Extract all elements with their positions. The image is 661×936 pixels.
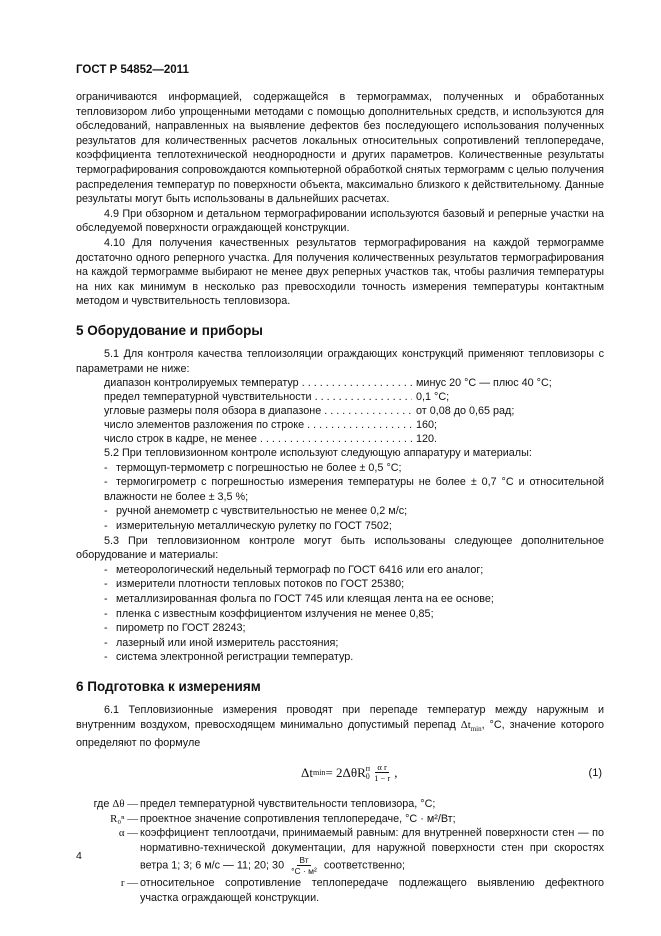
parameter-row: [76, 404, 604, 418]
parameter-value: от 0,08 до 0,65 рад;: [416, 405, 515, 418]
list-item: - металлизированная фольга по ГОСТ 745 или клеящая лента на ее основе;: [104, 593, 494, 606]
formula-fraction: $\frac{\text{α r}}{1 - r}$: [374, 762, 391, 784]
parameter-label: угловые размеры поля обзора в диапазоне . . .: [104, 404, 412, 418]
definition-row: r — относительное сопротивление теплопередаче подлежащего выявлению дефектного участка ограждающей конструкции.: [120, 877, 604, 904]
list-item: - измерительную металлическую рулетку по ГОСТ 7502;: [104, 520, 392, 533]
paragraph-4-10: 4.10 Для получения качественных результатов термографирования на каждой термограмме достаточно одного реперного участка. Для получения количественных результатов термографирования на каждой термограмме выбирают не менее двух реперных участков так, чтобы различия температуры на них как минимум в несколько раз превосходили точность измерения температуры контактным методом и чувствительность тепловизора.: [76, 236, 604, 308]
formula-number: (1): [588, 766, 602, 779]
definition-row: R₀ⁿ — проектное значение сопротивления теплопередаче, °С · м²/Вт;: [110, 812, 456, 825]
paragraph-5-1: 5.1 Для контроля качества теплоизоляции ограждающих конструкций применяют тепловизоры с параметрами не ниже:: [76, 347, 604, 375]
parameter-row: [76, 376, 604, 390]
parameter-label: предел температурной чувствительности . . .: [104, 390, 412, 404]
list-item: - пирометр по ГОСТ 28243;: [104, 622, 246, 635]
paragraph-continuation: ограничиваются информацией, содержащейся в термограммах, полученных и обработанных тепловизором либо упрощенными методами с помощью дополнительных средств, и используются для обследований, направленных на выявление дефектов без последующего использования полученных результатов для количественных расчетов локальных относительных сопротивлений теплопередаче, коэффициента теплотехнической неоднородности и других параметров. Количественные результаты термографирования сопровождаются компьютерной обработкой снятых термограмм с целью получения распределения температур по поверхности объекта, максимально близкого к действительному. Данные результаты могут быть использованы в дальнейших расчетах.: [76, 91, 604, 206]
section-5-title: 5 Оборудование и приборы: [76, 322, 263, 338]
document-header: ГОСТ Р 54852—2011: [76, 64, 189, 76]
parameter-list: [76, 376, 604, 446]
parameter-row: [76, 418, 604, 432]
parameter-value: минус 20 °С — плюс 40 °С;: [416, 377, 552, 390]
equipment-list: [76, 461, 604, 534]
parameter-value: 0,1 °С;: [416, 391, 450, 404]
paragraph-4-9: 4.9 При обзорном и детальном термографировании используются базовый и реперные участки на обследуемой поверхности ограждающей конструкции.: [76, 207, 604, 235]
parameter-label: число элементов разложения по строке . . .: [104, 418, 412, 432]
list-item: - метеорологический недельный термограф по ГОСТ 6416 или его аналог;: [104, 563, 484, 576]
list-item: - система электронной регистрации температур.: [104, 651, 354, 664]
paragraph-6-1: 6.1 Тепловизионные измерения проводят при перепаде температур между наружным и внутренним воздухом, превосходящем минимально допустимый перепад $\Delta t_{min}$, °С, значение которого определяют по формуле: [76, 704, 605, 750]
additional-equipment-list: [76, 563, 604, 665]
list-item: - измерители плотности тепловых потоков по ГОСТ 25380;: [104, 578, 405, 591]
parameter-value: 120.: [416, 433, 438, 446]
parameter-label: диапазон контролируемых температур . . .: [104, 376, 412, 390]
list-item: - термогигрометр с погрешностью измерения температуры не более ± 0,7 °С и относительной влажности не более ± 3,5 %;: [104, 476, 604, 503]
unit-fraction: $\frac{Вт}{\text{°С · м²}}$: [291, 855, 317, 877]
list-item: - пленка с известным коэффициентом излучения не менее 0,85;: [104, 607, 434, 620]
parameter-label: число строк в кадре, не менее . . .: [104, 432, 412, 446]
parameter-row: [76, 390, 604, 404]
definitions: [76, 797, 604, 906]
parameter-value: 160;: [416, 419, 438, 432]
formula-1: [76, 755, 604, 791]
paragraph-5-3: 5.3 При тепловизионном контроле могут быть использованы следующее дополнительное оборудование и материалы:: [76, 534, 604, 562]
paragraph-5-2: 5.2 При тепловизионном контроле используют следующую аппаратуру и материалы:: [104, 447, 532, 460]
list-item: - ручной анемометр с чувствительностью не менее 0,2 м/с;: [104, 505, 408, 518]
parameter-row: [76, 432, 604, 446]
page-content: [76, 90, 604, 906]
list-item: - термощуп-термометр с погрешностью не более ± 0,5 °С;: [104, 461, 402, 474]
formula-body: Δt min = 2ΔθR п 0 $\frac{\text{α r}}{1 - r}$ ,: [301, 762, 398, 784]
definition-row: где Δθ — предел температурной чувствительности тепловизора, °С;: [93, 797, 436, 810]
section-6-title: 6 Подготовка к измерениям: [76, 679, 261, 694]
page-number: 4: [76, 850, 82, 862]
list-item: - лазерный или иной измеритель расстояния;: [104, 636, 339, 649]
definition-row: α — коэффициент теплоотдачи, принимаемый равным: для внутренней поверхности стен — по нормативно-технической документации, для наружной поверхности стен при скоростях ветра 1; 3; 6 м/с — 11; 20; 30 $\frac{Вт}{\text{°С · м²}}$ соответственно;: [118, 827, 604, 877]
